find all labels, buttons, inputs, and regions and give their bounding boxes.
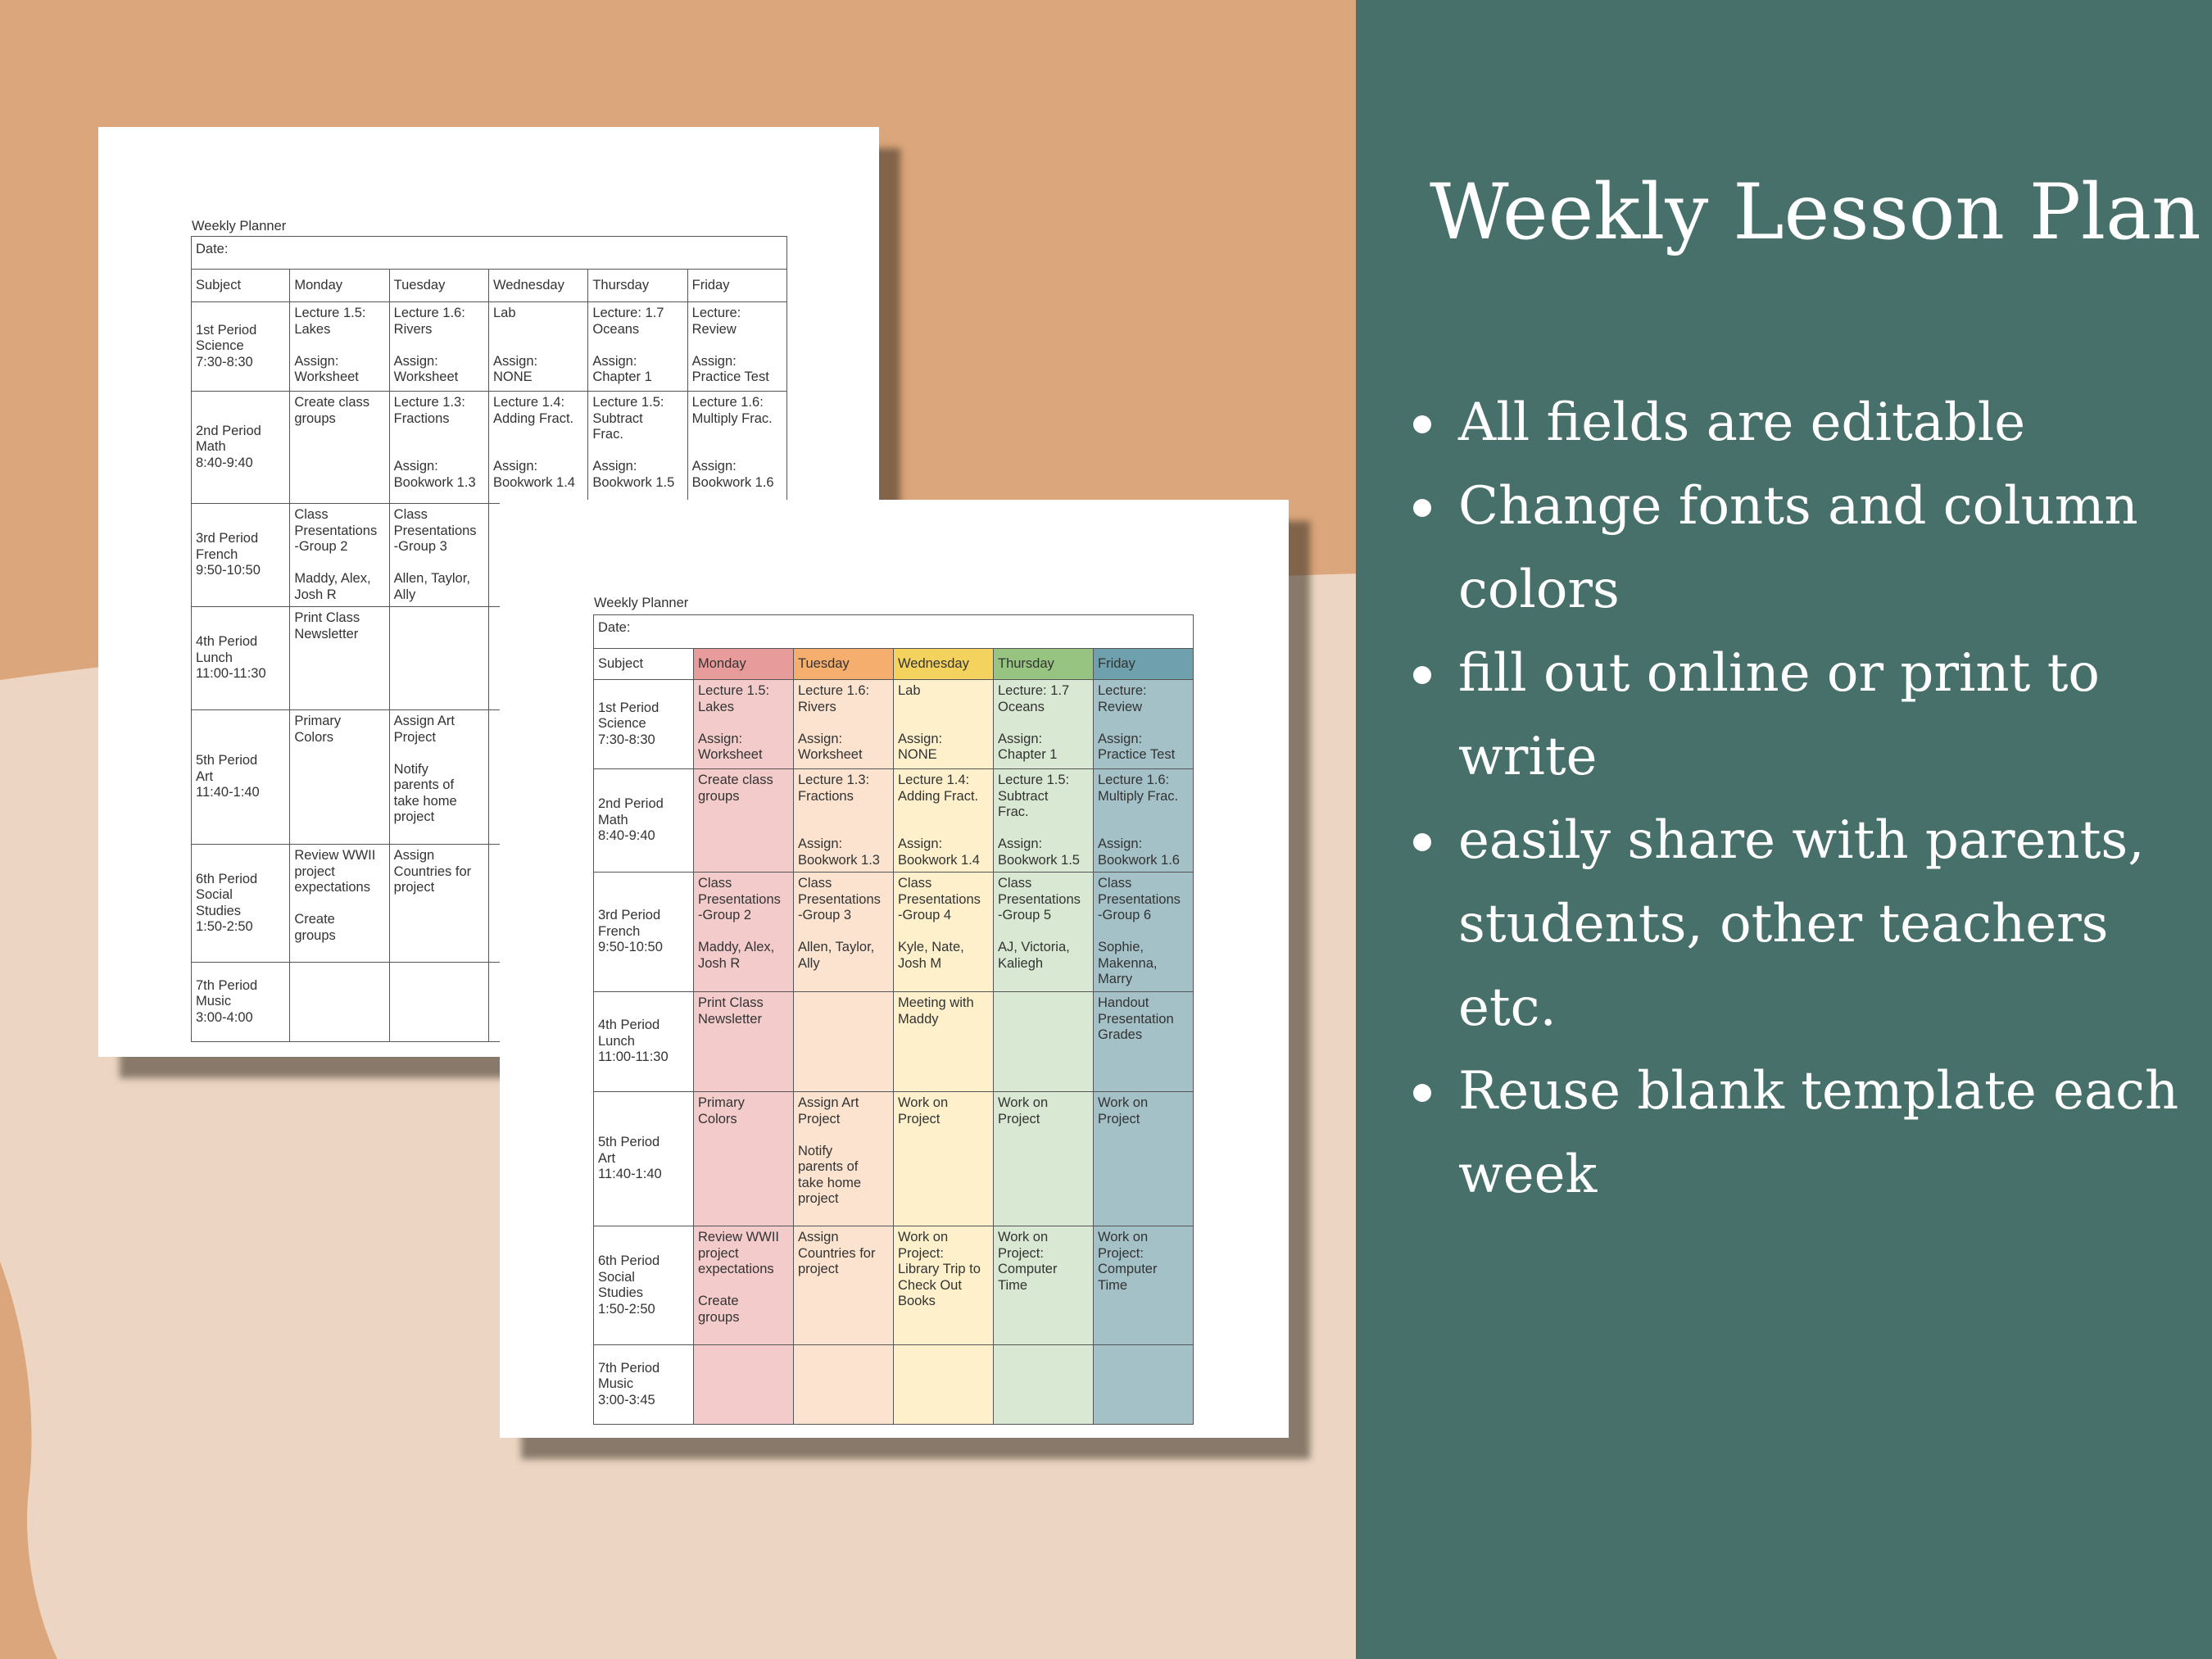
date-field[interactable]: Date: (594, 615, 1194, 649)
day-header-thursday[interactable]: Thursday (588, 270, 687, 302)
lesson-cell[interactable]: Create class groups (290, 392, 389, 504)
lesson-cell[interactable]: Lecture: Review Assign: Practice Test (687, 302, 786, 392)
lesson-cell[interactable]: Create class groups (694, 769, 794, 873)
lesson-cell[interactable]: Primary Colors (290, 710, 389, 845)
lesson-cell[interactable]: Work on Project: Computer Time (994, 1226, 1094, 1345)
period-cell[interactable]: 3rd Period French 9:50-10:50 (192, 504, 290, 607)
lesson-cell[interactable]: Class Presentations -Group 3 Allen, Taylor, Ally (794, 873, 894, 992)
day-header-thursday[interactable]: Thursday (994, 649, 1094, 680)
planner-caption: Weekly Planner (192, 219, 287, 233)
lesson-cell[interactable] (794, 1345, 894, 1425)
day-header-wednesday[interactable]: Wednesday (488, 270, 587, 302)
planner-table-front (593, 614, 1194, 1425)
period-cell[interactable]: 5th Period Art 11:40-1:40 (594, 1092, 694, 1226)
date-field[interactable]: Date: (192, 237, 787, 270)
lesson-cell[interactable]: Meeting with Maddy (894, 992, 994, 1092)
lesson-cell[interactable]: Print Class Newsletter (694, 992, 794, 1092)
lesson-cell[interactable]: Lecture 1.6: Multiply Frac. Assign: Bookwork 1.6 (1094, 769, 1194, 873)
lesson-cell[interactable] (694, 1345, 794, 1425)
planner-sheet-front (500, 500, 1289, 1438)
lesson-cell[interactable] (290, 963, 389, 1042)
day-header-tuesday[interactable]: Tuesday (389, 270, 488, 302)
period-cell[interactable]: 6th Period Social Studies 1:50-2:50 (192, 845, 290, 963)
lesson-cell[interactable]: Lecture 1.5: Lakes Assign: Worksheet (290, 302, 389, 392)
lesson-cell[interactable]: Lecture 1.4: Adding Fract. Assign: Bookwork 1.4 (488, 392, 587, 504)
lesson-cell[interactable]: Class Presentations -Group 2 Maddy, Alex, Josh R (694, 873, 794, 992)
lesson-cell[interactable]: Lecture 1.6: Rivers Assign: Worksheet (389, 302, 488, 392)
lesson-cell[interactable]: Handout Presentation Grades (1094, 992, 1194, 1092)
period-cell[interactable]: 3rd Period French 9:50-10:50 (594, 873, 694, 992)
lesson-cell[interactable]: Assign Countries for project (794, 1226, 894, 1345)
lesson-cell[interactable]: Work on Project: Computer Time (1094, 1226, 1194, 1345)
feature-item: fill out online or print to write (1413, 632, 2200, 799)
lesson-cell[interactable]: Print Class Newsletter (290, 607, 389, 710)
lesson-cell[interactable] (1094, 1345, 1194, 1425)
lesson-cell[interactable]: Assign Art Project Notify parents of take home project (389, 710, 488, 845)
feature-panel (1356, 0, 2212, 1659)
day-header-monday[interactable]: Monday (694, 649, 794, 680)
lesson-cell[interactable]: Lecture 1.5: Subtract Frac. Assign: Bookwork 1.5 (994, 769, 1094, 873)
lesson-cell[interactable]: Lecture 1.5: Subtract Frac. Assign: Bookwork 1.5 (588, 392, 687, 504)
lesson-cell[interactable] (389, 963, 488, 1042)
lesson-cell[interactable]: Class Presentations -Group 3 Allen, Taylor, Ally (389, 504, 488, 607)
lesson-cell[interactable]: Lecture: Review Assign: Practice Test (1094, 680, 1194, 769)
lesson-cell[interactable]: Assign Art Project Notify parents of take home project (794, 1092, 894, 1226)
lesson-cell[interactable] (794, 992, 894, 1092)
day-header-friday[interactable]: Friday (1094, 649, 1194, 680)
lesson-cell[interactable]: Class Presentations -Group 6 Sophie, Makenna, Marry (1094, 873, 1194, 992)
period-cell[interactable]: 1st Period Science 7:30-8:30 (594, 680, 694, 769)
planner-caption: Weekly Planner (594, 596, 689, 610)
lesson-cell[interactable]: Work on Project: Library Trip to Check Out Books (894, 1226, 994, 1345)
lesson-cell[interactable]: Class Presentations -Group 2 Maddy, Alex, Josh R (290, 504, 389, 607)
lesson-cell[interactable] (994, 1345, 1094, 1425)
day-header-friday[interactable]: Friday (687, 270, 786, 302)
lesson-cell[interactable]: Lecture 1.3: Fractions Assign: Bookwork 1.3 (389, 392, 488, 504)
lesson-cell[interactable]: Class Presentations -Group 5 AJ, Victoria, Kaliegh (994, 873, 1094, 992)
lesson-cell[interactable]: Review WWII project expectations Create groups (694, 1226, 794, 1345)
lesson-cell[interactable]: Lab Assign: NONE (488, 302, 587, 392)
period-cell[interactable]: 4th Period Lunch 11:00-11:30 (192, 607, 290, 710)
headline: Weekly Lesson Plan (1430, 168, 2201, 257)
lesson-cell[interactable] (994, 992, 1094, 1092)
subject-header[interactable]: Subject (192, 270, 290, 302)
lesson-cell[interactable]: Lab Assign: NONE (894, 680, 994, 769)
feature-item: Reuse blank template each week (1413, 1049, 2200, 1217)
lesson-cell[interactable]: Lecture 1.4: Adding Fract. Assign: Bookwork 1.4 (894, 769, 994, 873)
day-header-tuesday[interactable]: Tuesday (794, 649, 894, 680)
lesson-cell[interactable]: Assign Countries for project (389, 845, 488, 963)
period-cell[interactable]: 2nd Period Math 8:40-9:40 (192, 392, 290, 504)
lesson-cell[interactable]: Review WWII project expectations Create groups (290, 845, 389, 963)
period-cell[interactable]: 1st Period Science 7:30-8:30 (192, 302, 290, 392)
lesson-cell[interactable]: Lecture 1.6: Multiply Frac. Assign: Bookwork 1.6 (687, 392, 786, 504)
feature-item: All fields are editable (1413, 381, 2200, 465)
lesson-cell[interactable]: Work on Project (994, 1092, 1094, 1226)
period-cell[interactable]: 7th Period Music 3:00-3:45 (594, 1345, 694, 1425)
lesson-cell[interactable]: Work on Project (1094, 1092, 1194, 1226)
lesson-cell[interactable]: Class Presentations -Group 4 Kyle, Nate, Josh M (894, 873, 994, 992)
period-cell[interactable]: 7th Period Music 3:00-4:00 (192, 963, 290, 1042)
lesson-cell[interactable]: Lecture 1.3: Fractions Assign: Bookwork 1.3 (794, 769, 894, 873)
lesson-cell[interactable] (389, 607, 488, 710)
lesson-cell[interactable] (894, 1345, 994, 1425)
lesson-cell[interactable]: Work on Project (894, 1092, 994, 1226)
lesson-cell[interactable]: Lecture: 1.7 Oceans Assign: Chapter 1 (994, 680, 1094, 769)
feature-item: easily share with parents, students, other teachers etc. (1413, 799, 2200, 1049)
day-header-wednesday[interactable]: Wednesday (894, 649, 994, 680)
subject-header[interactable]: Subject (594, 649, 694, 680)
day-header-monday[interactable]: Monday (290, 270, 389, 302)
period-cell[interactable]: 5th Period Art 11:40-1:40 (192, 710, 290, 845)
lesson-cell[interactable]: Lecture: 1.7 Oceans Assign: Chapter 1 (588, 302, 687, 392)
feature-item: Change fonts and column colors (1413, 465, 2200, 632)
period-cell[interactable]: 2nd Period Math 8:40-9:40 (594, 769, 694, 873)
feature-list (1413, 381, 2200, 1217)
period-cell[interactable]: 4th Period Lunch 11:00-11:30 (594, 992, 694, 1092)
lesson-cell[interactable]: Lecture 1.5: Lakes Assign: Worksheet (694, 680, 794, 769)
period-cell[interactable]: 6th Period Social Studies 1:50-2:50 (594, 1226, 694, 1345)
lesson-cell[interactable]: Lecture 1.6: Rivers Assign: Worksheet (794, 680, 894, 769)
lesson-cell[interactable]: Primary Colors (694, 1092, 794, 1226)
